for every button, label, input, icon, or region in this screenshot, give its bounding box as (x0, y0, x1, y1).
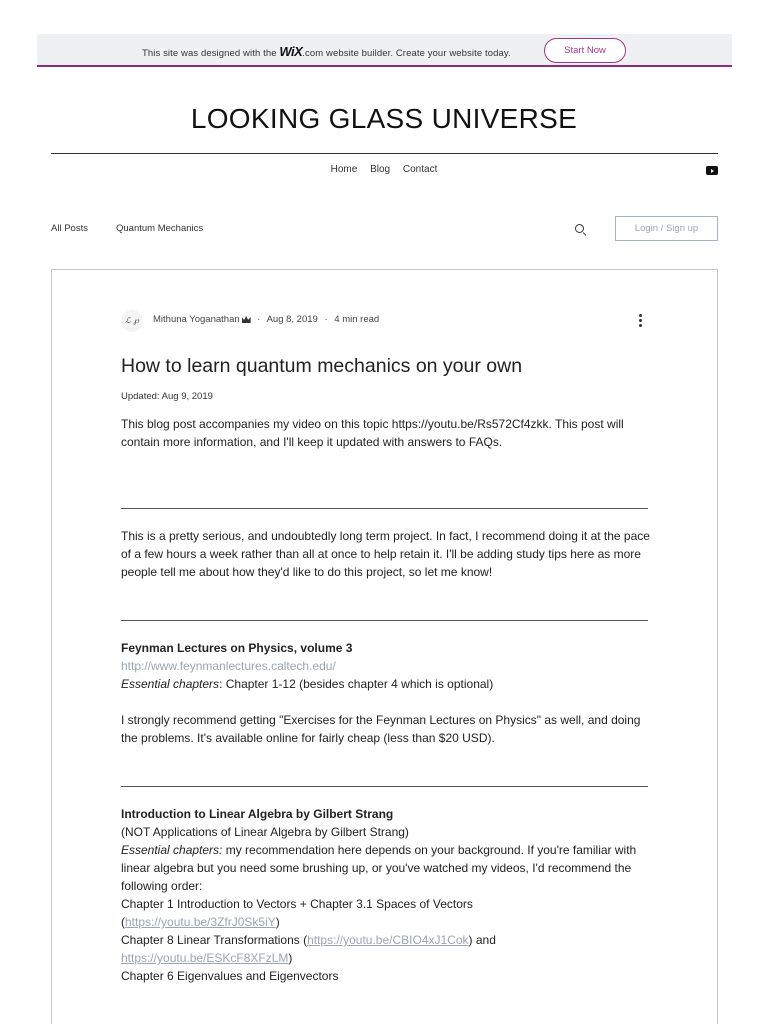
video-link-1[interactable]: https://youtu.be/3ZfrJ0Sk5iY (125, 915, 276, 929)
strang-section (121, 805, 651, 985)
search-icon[interactable] (575, 224, 584, 233)
header-divider (51, 153, 718, 154)
section-divider (121, 620, 648, 621)
nav-blog[interactable]: Blog (370, 164, 391, 175)
feynman-heading: Feynman Lectures on Physics, volume 3 (121, 641, 353, 655)
strang-link-line-3: https://youtu.be/ESKcF8XFzLM) (121, 951, 293, 965)
nav-contact[interactable]: Contact (402, 164, 438, 175)
spacer (121, 693, 651, 711)
start-now-button[interactable]: Start Now (544, 38, 626, 63)
wix-banner-text (142, 44, 511, 59)
strang-chapter-1: Chapter 1 Introduction to Vectors + Chapter 3.1 Spaces of Vectors (121, 897, 473, 911)
site-title[interactable]: LOOKING GLASS UNIVERSE (190, 103, 578, 134)
video-link-3[interactable]: https://youtu.be/ESKcF8XFzLM (121, 951, 289, 965)
and-text: and (472, 933, 496, 947)
section-divider (121, 508, 648, 509)
more-options-icon[interactable] (639, 314, 643, 327)
chapter-8-label: Chapter 8 Linear Transformations (121, 933, 304, 947)
separator-dot: · (257, 314, 261, 325)
essential-label: Essential chapters (121, 677, 220, 691)
strang-link-line-1: (https://youtu.be/3ZfrJ0Sk5iY) (121, 915, 280, 929)
feynman-recommend: I strongly recommend getting "Exercises for the Feynman Lectures on Physics" as well, and doing the problems. It's available online for fairly cheap (less than $20 USD). (121, 713, 641, 745)
author-name[interactable]: Mithuna Yoganathan (153, 314, 240, 325)
strang-not-note: (NOT Applications of Linear Algebra by Gilbert Strang) (121, 825, 409, 839)
strang-essential (121, 841, 651, 895)
strang-chapter-6: Chapter 6 Eigenvalues and Eigenvectors (121, 969, 339, 983)
login-signup-button[interactable]: Login / Sign up (615, 216, 718, 241)
feynman-section (121, 639, 651, 747)
youtube-icon[interactable] (706, 166, 718, 175)
strang-heading: Introduction to Linear Algebra by Gilbert Strang (121, 807, 394, 821)
wix-banner (37, 34, 732, 67)
read-time: 4 min read (334, 314, 380, 325)
all-posts-link[interactable]: All Posts (51, 223, 88, 234)
section-divider (121, 786, 648, 787)
separator-dot: · (324, 314, 328, 325)
video-link-2[interactable]: https://youtu.be/CBIO4xJ1Cok (307, 933, 469, 947)
updated-date: Updated: Aug 9, 2019 (121, 391, 213, 402)
wix-logo[interactable]: WiX (279, 44, 303, 59)
nav-home[interactable]: Home (330, 164, 358, 175)
banner-text-after: .com website builder. Create your website today. (302, 48, 511, 59)
author-avatar[interactable]: ℒ ℘ (121, 310, 143, 332)
essential-text: : Chapter 1-12 (besides chapter 4 which is optional) (219, 677, 494, 691)
feynman-link[interactable]: http://www.feynmanlectures.caltech.edu/ (121, 659, 336, 673)
category-quantum-mechanics[interactable]: Quantum Mechanics (116, 223, 204, 234)
essential-label: Essential chapters: (121, 843, 223, 857)
post-meta (153, 314, 379, 325)
intro-paragraph: This blog post accompanies my video on this topic https://youtu.be/Rs572Cf4zkk. This post will contain more information, and I'll keep it updated with answers to FAQs. (121, 417, 624, 449)
feynman-essential (121, 675, 651, 693)
strang-chapter-8: Chapter 8 Linear Transformations (https://youtu.be/CBIO4xJ1Cok) and (121, 933, 496, 947)
banner-text-before: This site was designed with the (142, 48, 277, 59)
crown-icon (242, 316, 251, 323)
post-date: Aug 8, 2019 (266, 314, 318, 325)
main-nav (0, 164, 768, 175)
post-title: How to learn quantum mechanics on your own (121, 355, 523, 377)
essential-text: my recommendation here depends on your background. If you're familiar with linear algebra but you need some brushing up, or you've watched my videos, I'd recommend the following order: (121, 843, 637, 893)
serious-paragraph: This is a pretty serious, and undoubtedly long term project. In fact, I recommend doing it at the pace of a few hours a week rather than all at once to help retain it. I'll be adding study tips here as more people tell me about how they'd like to do this project, so let me know! (121, 529, 650, 579)
